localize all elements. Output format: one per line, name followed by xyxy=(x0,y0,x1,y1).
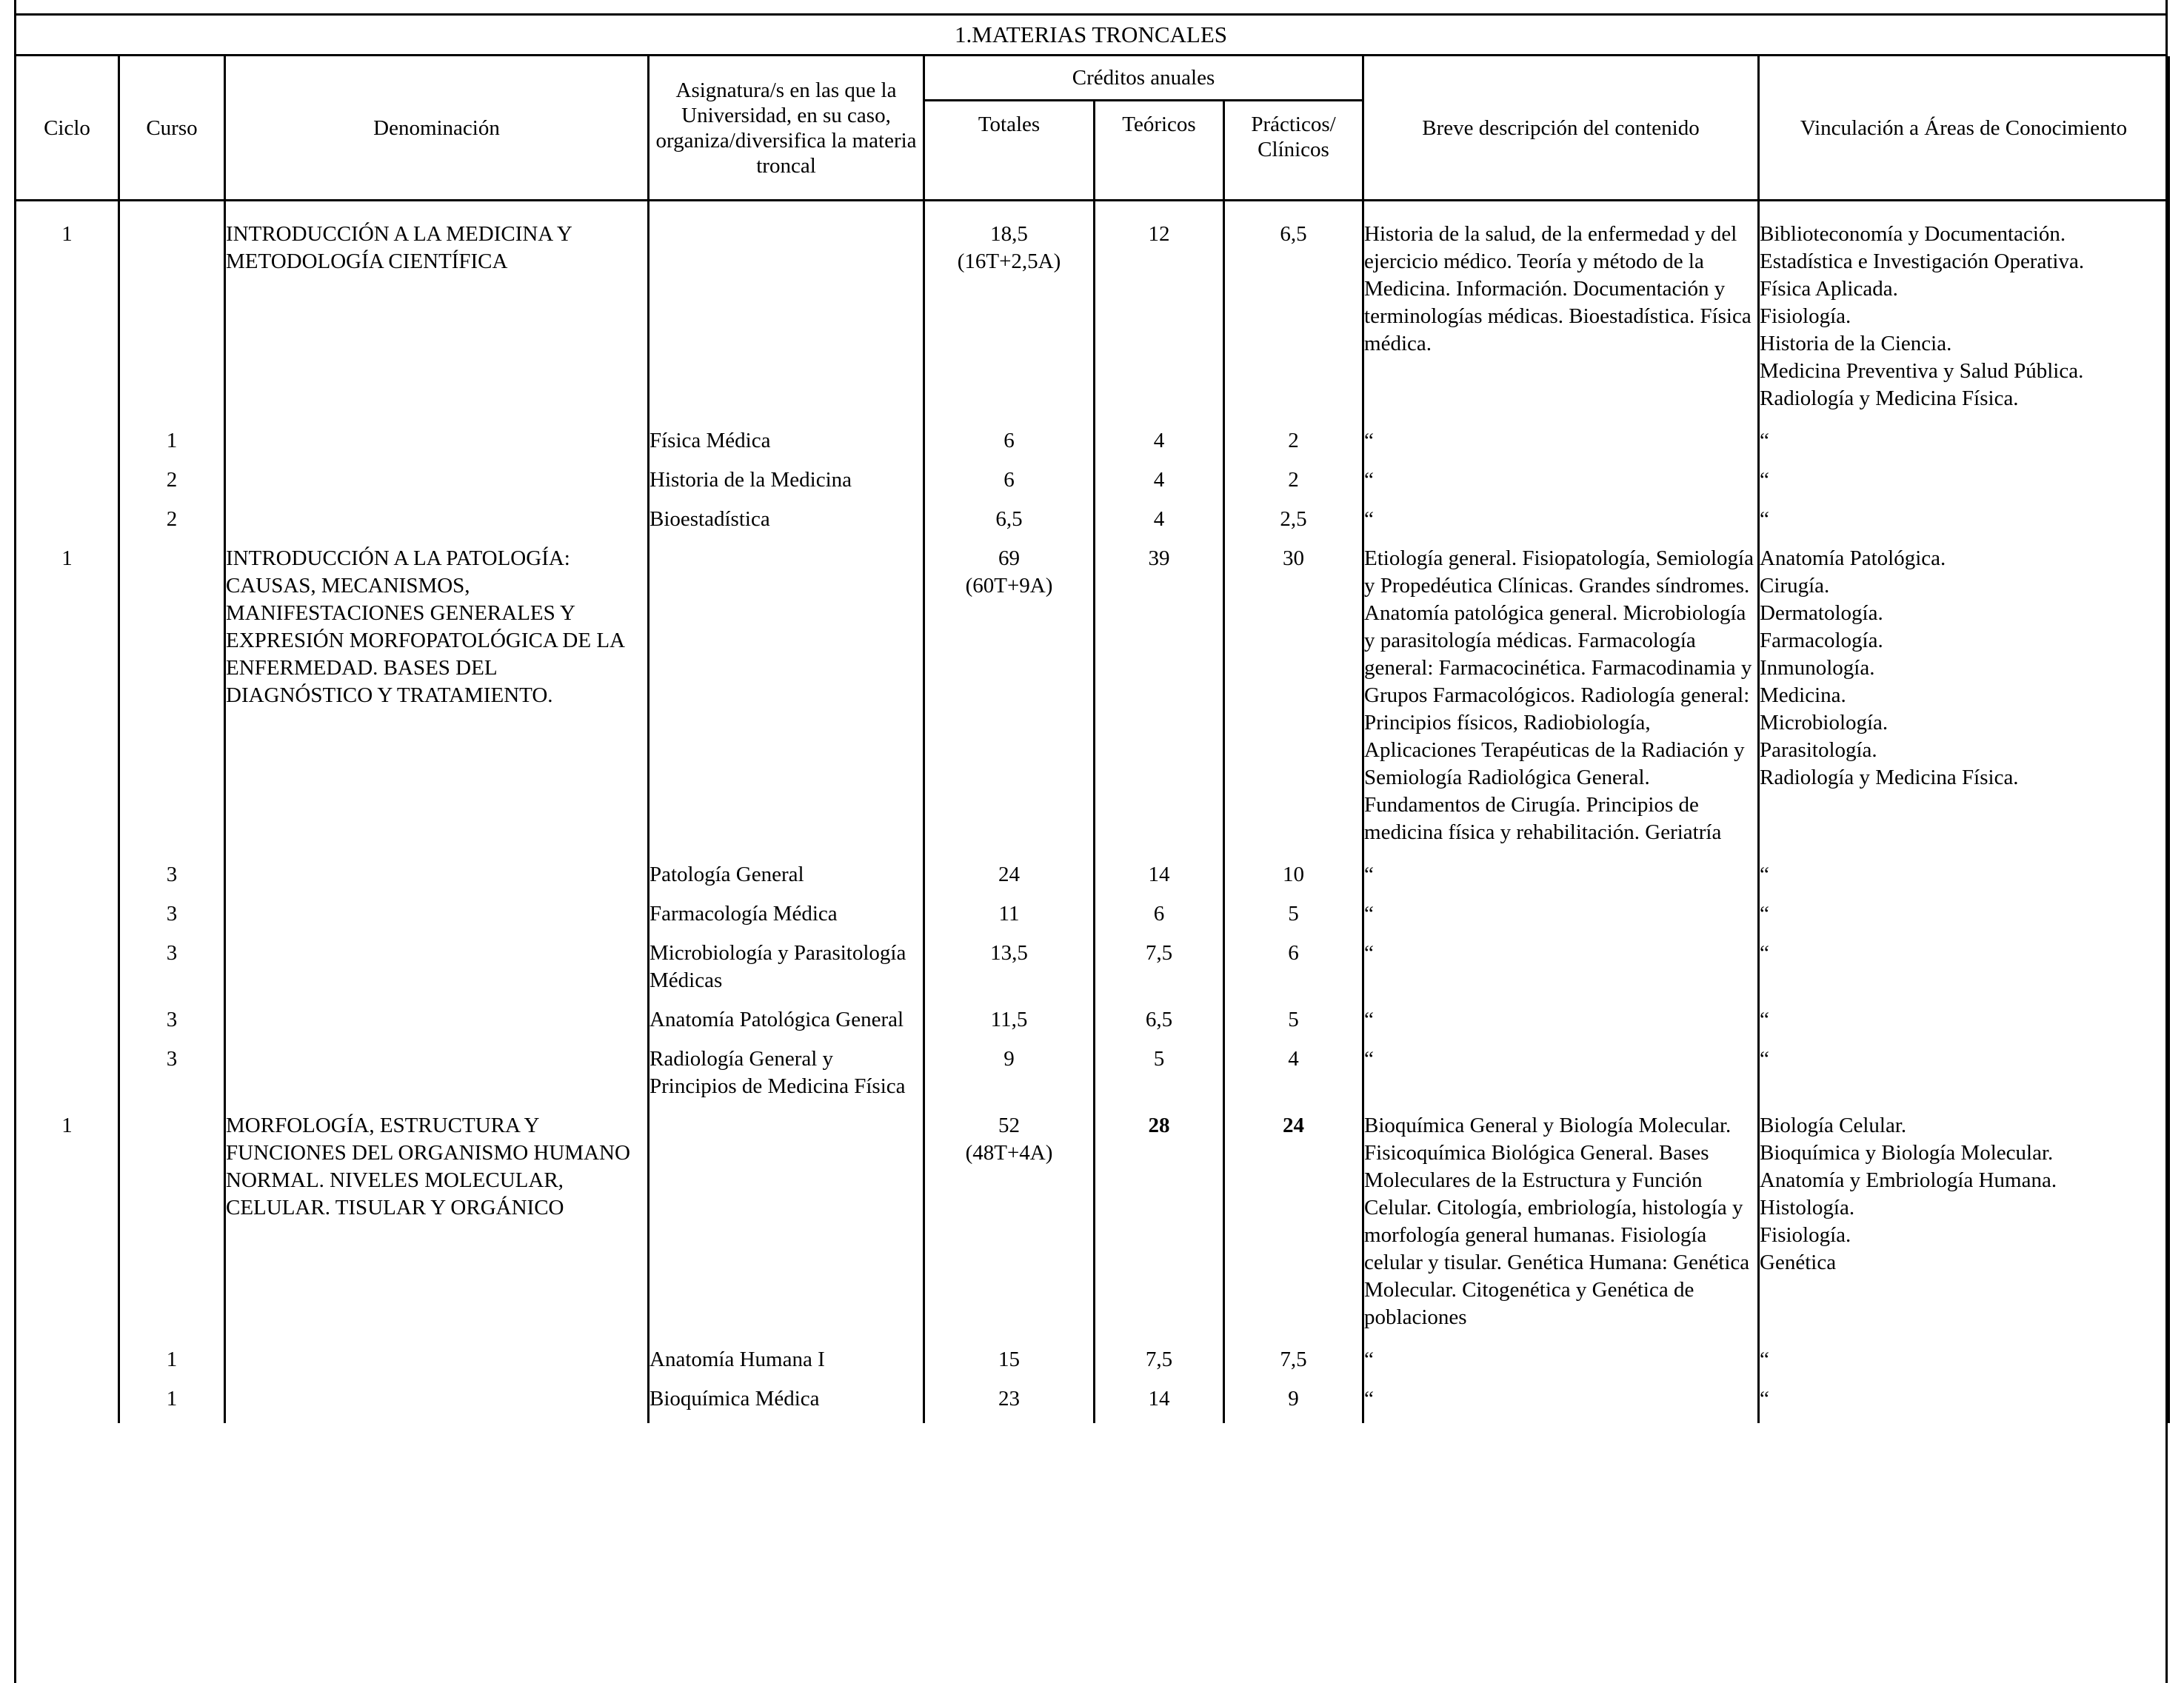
descripcion-cell: “ xyxy=(1363,504,1759,543)
vinculacion-cell: “ xyxy=(1759,465,2169,504)
curso-cell xyxy=(119,1111,225,1345)
table-row xyxy=(16,938,2169,1005)
asignatura-cell: Radiología General y Principios de Medicina Física xyxy=(649,1044,924,1111)
vinculacion-cell: “ xyxy=(1759,1005,2169,1044)
asignatura-cell xyxy=(649,543,924,860)
asignatura-cell: Farmacología Médica xyxy=(649,899,924,938)
ciclo-cell xyxy=(16,426,119,465)
asignatura-cell: Física Médica xyxy=(649,426,924,465)
descripcion-cell: “ xyxy=(1363,1384,1759,1423)
denominacion-cell xyxy=(225,465,649,504)
curso-cell: 1 xyxy=(119,1384,225,1423)
ciclo-cell: 1 xyxy=(16,219,119,426)
totales-cell: 11 xyxy=(924,899,1095,938)
ciclo-cell xyxy=(16,1044,119,1111)
totales-cell: 15 xyxy=(924,1345,1095,1384)
asignatura-cell: Anatomía Humana I xyxy=(649,1345,924,1384)
denominacion-cell xyxy=(225,860,649,899)
teoricos-cell: 7,5 xyxy=(1095,938,1224,1005)
teoricos-cell: 14 xyxy=(1095,860,1224,899)
ciclo-cell xyxy=(16,899,119,938)
denominacion-cell xyxy=(225,504,649,543)
denominacion-cell: MORFOLOGÍA, ESTRUCTURA Y FUNCIONES DEL ORGANISMO HUMANO NORMAL. NIVELES MOLECULAR, CELULAR. TISULAR Y ORGÁNICO xyxy=(225,1111,649,1345)
totales-cell: 23 xyxy=(924,1384,1095,1423)
curso-cell: 1 xyxy=(119,1345,225,1384)
header-vinculacion: Vinculación a Áreas de Conocimiento xyxy=(1759,56,2169,201)
teoricos-cell: 4 xyxy=(1095,465,1224,504)
table-row xyxy=(16,1044,2169,1111)
table-row xyxy=(16,1111,2169,1345)
practicos-cell: 6,5 xyxy=(1224,219,1363,426)
ciclo-cell xyxy=(16,1384,119,1423)
descripcion-cell: “ xyxy=(1363,1005,1759,1044)
teoricos-cell: 28 xyxy=(1095,1111,1224,1345)
denominacion-cell xyxy=(225,938,649,1005)
denominacion-cell xyxy=(225,1345,649,1384)
practicos-cell: 2,5 xyxy=(1224,504,1363,543)
practicos-cell: 10 xyxy=(1224,860,1363,899)
practicos-cell: 6 xyxy=(1224,938,1363,1005)
table-row xyxy=(16,504,2169,543)
practicos-cell: 4 xyxy=(1224,1044,1363,1111)
materias-table xyxy=(14,56,2170,1423)
ciclo-cell xyxy=(16,504,119,543)
totales-cell: 69 (60T+9A) xyxy=(924,543,1095,860)
table-row xyxy=(16,1005,2169,1044)
descripcion-cell: Bioquímica General y Biología Molecular. Fisicoquímica Biológica General. Bases Moleculares de la Estructura y Función Celular. Citología, embriología, histología y morfología general humanas. Fisiología celular y tisular. Genética Humana: Genética Molecular. Citogenética y Genética de poblaciones xyxy=(1363,1111,1759,1345)
totales-cell: 52 (48T+4A) xyxy=(924,1111,1095,1345)
vinculacion-cell: Biología Celular. Bioquímica y Biología Molecular. Anatomía y Embriología Humana. Histología. Fisiología. Genética xyxy=(1759,1111,2169,1345)
practicos-cell: 2 xyxy=(1224,465,1363,504)
header-curso: Curso xyxy=(119,56,225,201)
curso-cell: 3 xyxy=(119,860,225,899)
table-row xyxy=(16,543,2169,860)
ciclo-cell: 1 xyxy=(16,1111,119,1345)
header-teoricos: Teóricos xyxy=(1095,101,1224,201)
ciclo-cell xyxy=(16,1345,119,1384)
vinculacion-cell: “ xyxy=(1759,426,2169,465)
practicos-cell: 2 xyxy=(1224,426,1363,465)
denominacion-cell: INTRODUCCIÓN A LA MEDICINA Y METODOLOGÍA CIENTÍFICA xyxy=(225,219,649,426)
descripcion-cell: “ xyxy=(1363,860,1759,899)
teoricos-cell: 4 xyxy=(1095,426,1224,465)
table-row xyxy=(16,1384,2169,1423)
totales-cell: 13,5 xyxy=(924,938,1095,1005)
vinculacion-cell: Biblioteconomía y Documentación. Estadística e Investigación Operativa. Física Aplicada. Fisiología. Historia de la Ciencia. Medicina Preventiva y Salud Pública. Radiología y Medicina Física. xyxy=(1759,219,2169,426)
ciclo-cell xyxy=(16,1005,119,1044)
denominacion-cell xyxy=(225,426,649,465)
curso-cell: 1 xyxy=(119,426,225,465)
practicos-cell: 5 xyxy=(1224,899,1363,938)
table-body xyxy=(16,201,2169,1424)
curso-cell: 3 xyxy=(119,1044,225,1111)
totales-cell: 6,5 xyxy=(924,504,1095,543)
practicos-cell: 5 xyxy=(1224,1005,1363,1044)
totales-cell: 6 xyxy=(924,426,1095,465)
practicos-cell: 30 xyxy=(1224,543,1363,860)
header-totales: Totales xyxy=(924,101,1095,201)
curso-cell: 2 xyxy=(119,504,225,543)
teoricos-cell: 5 xyxy=(1095,1044,1224,1111)
teoricos-cell: 39 xyxy=(1095,543,1224,860)
descripcion-cell: “ xyxy=(1363,1044,1759,1111)
ciclo-cell xyxy=(16,465,119,504)
teoricos-cell: 14 xyxy=(1095,1384,1224,1423)
vinculacion-cell: “ xyxy=(1759,938,2169,1005)
vinculacion-cell: “ xyxy=(1759,1384,2169,1423)
header-asignaturas: Asignatura/s en las que la Universidad, en su caso, organiza/diversifica la materia troncal xyxy=(649,56,924,201)
table-row xyxy=(16,426,2169,465)
descripcion-cell: “ xyxy=(1363,465,1759,504)
teoricos-cell: 7,5 xyxy=(1095,1345,1224,1384)
denominacion-cell xyxy=(225,1005,649,1044)
curso-cell: 3 xyxy=(119,1005,225,1044)
asignatura-cell: Patología General xyxy=(649,860,924,899)
table-row xyxy=(16,219,2169,426)
teoricos-cell: 6,5 xyxy=(1095,1005,1224,1044)
asignatura-cell xyxy=(649,219,924,426)
denominacion-cell: INTRODUCCIÓN A LA PATOLOGÍA: CAUSAS, MECANISMOS, MANIFESTACIONES GENERALES Y EXPRESIÓN MORFOPATOLÓGICA DE LA ENFERMEDAD. BASES DEL DIAGNÓSTICO Y TRATAMIENTO. xyxy=(225,543,649,860)
table-row xyxy=(16,899,2169,938)
asignatura-cell: Anatomía Patológica General xyxy=(649,1005,924,1044)
descripcion-cell: Etiología general. Fisiopatología, Semiología y Propedéutica Clínicas. Grandes síndromes. Anatomía patológica general. Microbiología y parasitología médicas. Farmacología general: Farmacocinética. Farmacodinamia y Grupos Farmacológicos. Radiología general: Principios físicos, Radiobiología, Aplicaciones Terapéuticas de la Radiación y Semiología Radiológica General. Fundamentos de Cirugía. Principios de medicina física y rehabilitación. Geriatría xyxy=(1363,543,1759,860)
vinculacion-cell: Anatomía Patológica. Cirugía. Dermatología. Farmacología. Inmunología. Medicina. Microbiología. Parasitología. Radiología y Medicina Física. xyxy=(1759,543,2169,860)
teoricos-cell: 12 xyxy=(1095,219,1224,426)
header-descripcion: Breve descripción del contenido xyxy=(1363,56,1759,201)
totales-cell: 9 xyxy=(924,1044,1095,1111)
denominacion-cell xyxy=(225,1384,649,1423)
asignatura-cell xyxy=(649,1111,924,1345)
descripcion-cell: “ xyxy=(1363,1345,1759,1384)
header-denominacion: Denominación xyxy=(225,56,649,201)
denominacion-cell xyxy=(225,1044,649,1111)
ciclo-cell: 1 xyxy=(16,543,119,860)
descripcion-cell: Historia de la salud, de la enfermedad y del ejercicio médico. Teoría y método de la Medicina. Información. Documentación y terminologías médicas. Bioestadística. Física médica. xyxy=(1363,219,1759,426)
asignatura-cell: Historia de la Medicina xyxy=(649,465,924,504)
totales-cell: 18,5 (16T+2,5A) xyxy=(924,219,1095,426)
table-row xyxy=(16,860,2169,899)
ciclo-cell xyxy=(16,860,119,899)
curso-cell xyxy=(119,219,225,426)
curso-cell: 2 xyxy=(119,465,225,504)
header-ciclo: Ciclo xyxy=(16,56,119,201)
vinculacion-cell: “ xyxy=(1759,1345,2169,1384)
descripcion-cell: “ xyxy=(1363,938,1759,1005)
vinculacion-cell: “ xyxy=(1759,860,2169,899)
teoricos-cell: 4 xyxy=(1095,504,1224,543)
denominacion-cell xyxy=(225,899,649,938)
ciclo-cell xyxy=(16,938,119,1005)
curso-cell xyxy=(119,543,225,860)
vinculacion-cell: “ xyxy=(1759,1044,2169,1111)
teoricos-cell: 6 xyxy=(1095,899,1224,938)
vinculacion-cell: “ xyxy=(1759,899,2169,938)
totales-cell: 6 xyxy=(924,465,1095,504)
practicos-cell: 24 xyxy=(1224,1111,1363,1345)
table-row xyxy=(16,1345,2169,1384)
totales-cell: 24 xyxy=(924,860,1095,899)
descripcion-cell: “ xyxy=(1363,426,1759,465)
curso-cell: 3 xyxy=(119,899,225,938)
table-title: 1.MATERIAS TRONCALES xyxy=(14,13,2168,56)
asignatura-cell: Bioestadística xyxy=(649,504,924,543)
header-practicos: Prácticos/ Clínicos xyxy=(1224,101,1363,201)
vinculacion-cell: “ xyxy=(1759,504,2169,543)
table-row xyxy=(16,465,2169,504)
practicos-cell: 9 xyxy=(1224,1384,1363,1423)
asignatura-cell: Microbiología y Parasitología Médicas xyxy=(649,938,924,1005)
totales-cell: 11,5 xyxy=(924,1005,1095,1044)
practicos-cell: 7,5 xyxy=(1224,1345,1363,1384)
curso-cell: 3 xyxy=(119,938,225,1005)
header-creditos-anuales: Créditos anuales xyxy=(924,56,1363,101)
asignatura-cell: Bioquímica Médica xyxy=(649,1384,924,1423)
descripcion-cell: “ xyxy=(1363,899,1759,938)
